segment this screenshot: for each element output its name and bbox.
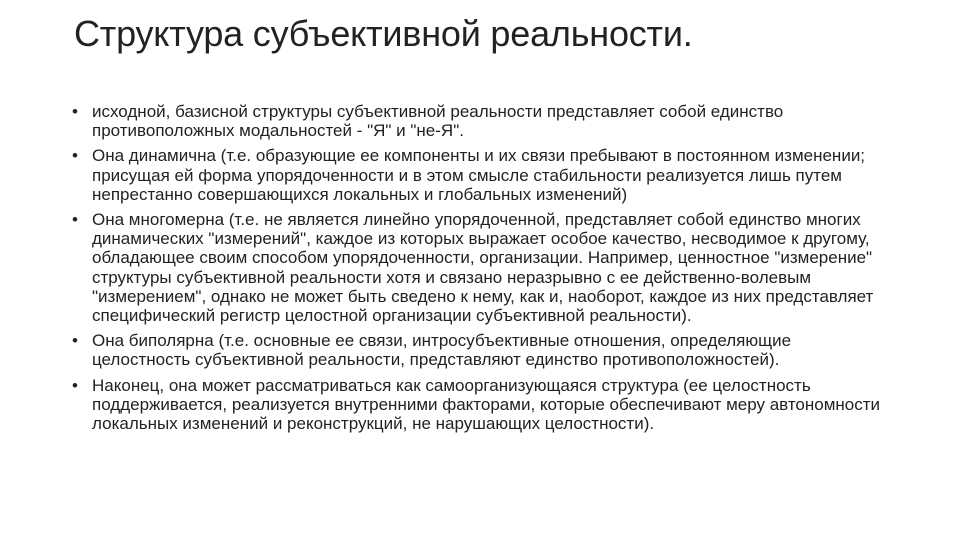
bullet-item-2 xyxy=(72,146,892,204)
bullet-dot-icon: • xyxy=(72,102,78,121)
bullet-item-1 xyxy=(72,102,892,140)
bullet-dot-icon: • xyxy=(72,146,78,166)
bullet-text-4: Она биполярна (т.е. основные ее связи, интросубъективные отношения, определяющие целостность субъективной реальности, представляют единство противоположностей). xyxy=(92,331,792,370)
bullet-text-3: Она многомерна (т.е. не является линейно упорядоченной, представляет собой единство многих динамических "измерений", каждое из которых выражает особое качество, несводимое к другому, обладающее своим способом упорядоченности, организации. Например, ценностное "измерение" структуры субъективной реальности хотя и связано неразрывно с ее действенно-волевым "измерением", однако не может быть сведено к нему, как и, наоборот, каждое из них представляет специфический регистр целостной организации субъективной реальности). xyxy=(92,210,874,326)
bullet-dot-icon: • xyxy=(72,375,78,395)
slide-title: Структура субъективной реальности. xyxy=(74,13,693,54)
bullet-dot-icon: • xyxy=(72,331,78,351)
bullet-dot-icon: • xyxy=(72,210,78,230)
bullet-item-5 xyxy=(72,376,892,434)
bullet-list xyxy=(72,102,892,439)
bullet-text-2: Она динамична (т.е. образующие ее компоненты и их связи пребывают в постоянном изменении; присущая ей форма упорядоченности и в этом смысле стабильности реализуется лишь путем непрестанно совершающихся локальных и глобальных изменений) xyxy=(92,146,866,204)
bullet-item-3 xyxy=(72,210,892,325)
bullet-item-4 xyxy=(72,331,892,369)
bullet-text-5: Наконец, она может рассматриваться как самоорганизующаяся структура (ее целостность поддерживается, реализуется внутренними факторами, которые обеспечивают меру автономности локальных изменений и реконструкций, не нарушающих целостности). xyxy=(92,375,881,434)
bullet-text-1: исходной, базисной структуры субъективной реальности представляет собой единство противоположных модальностей - "Я" и "не-Я". xyxy=(92,102,784,141)
